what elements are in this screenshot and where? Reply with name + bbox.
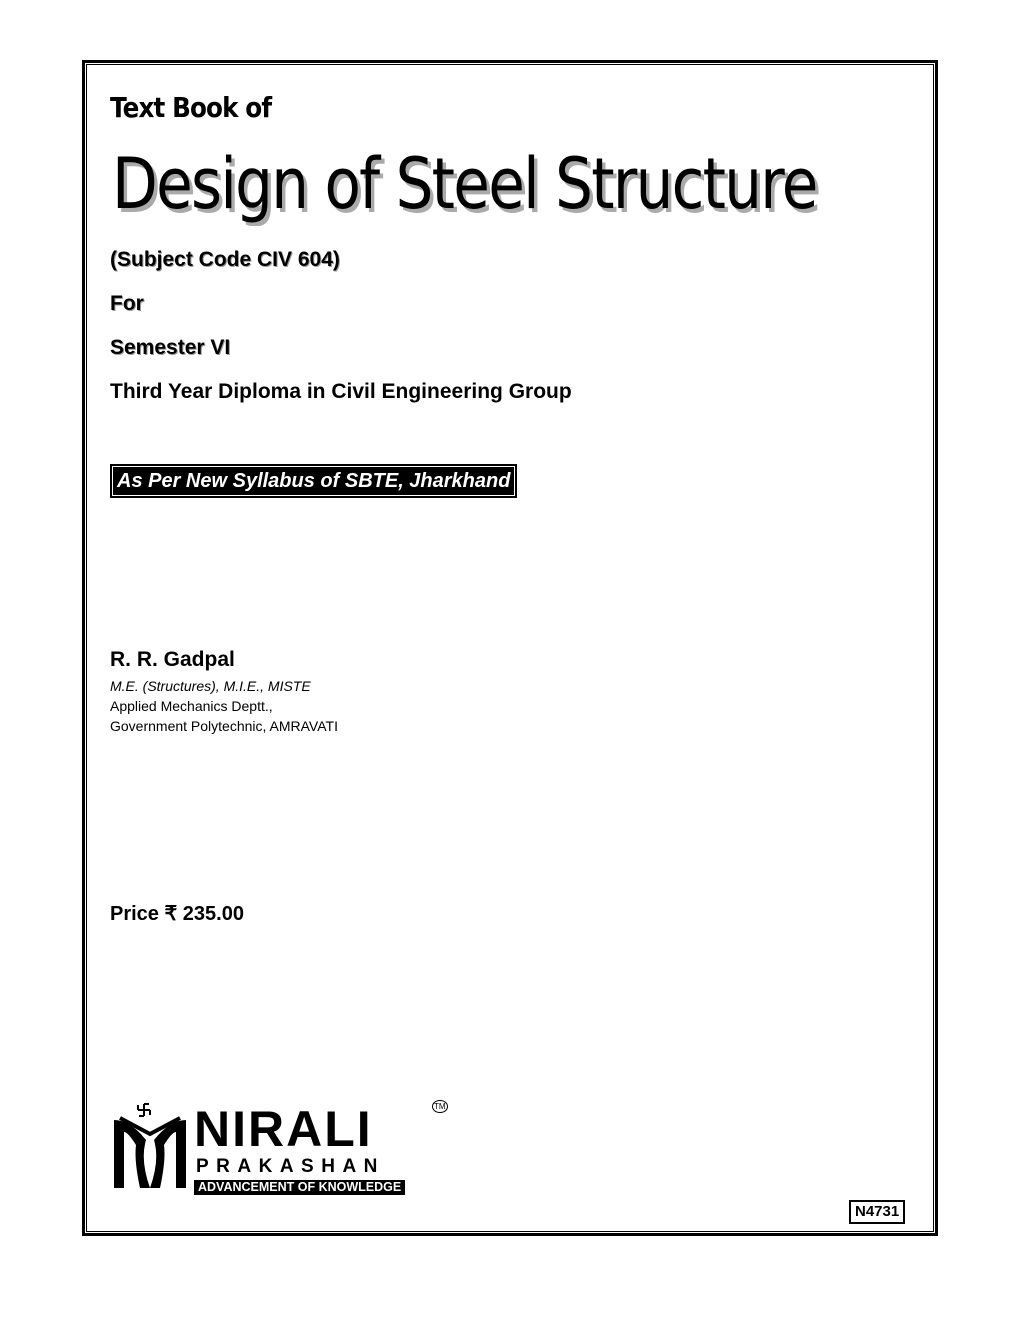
author-institution: Government Polytechnic, AMRAVATI bbox=[110, 718, 338, 734]
syllabus-badge-text: As Per New Syllabus of SBTE, Jharkhand bbox=[113, 467, 514, 495]
pre-title: Text Book of bbox=[110, 91, 272, 124]
publisher-name: NIRALI bbox=[194, 1101, 373, 1157]
author-name: R. R. Gadpal bbox=[110, 648, 235, 671]
book-emblem-icon bbox=[110, 1100, 190, 1195]
publisher-logo bbox=[110, 1100, 450, 1195]
trademark: TM bbox=[434, 1102, 446, 1111]
subject-code: (Subject Code CIV 604) bbox=[110, 248, 340, 271]
author-department: Applied Mechanics Deptt., bbox=[110, 698, 273, 714]
publisher-tagline: ADVANCEMENT OF KNOWLEDGE bbox=[194, 1180, 405, 1195]
syllabus-badge bbox=[110, 464, 517, 498]
publisher-sub: PRAKASHAN bbox=[196, 1156, 385, 1177]
author-qualifications: M.E. (Structures), M.I.E., MISTE bbox=[110, 678, 311, 694]
book-code: N4731 bbox=[849, 1200, 905, 1224]
for-label: For bbox=[110, 292, 144, 315]
semester: Semester VI bbox=[110, 336, 231, 359]
book-title: Design of Steel Structure bbox=[112, 143, 817, 225]
course: Third Year Diploma in Civil Engineering Group bbox=[110, 380, 572, 403]
price: Price ₹ 235.00 bbox=[110, 903, 244, 925]
